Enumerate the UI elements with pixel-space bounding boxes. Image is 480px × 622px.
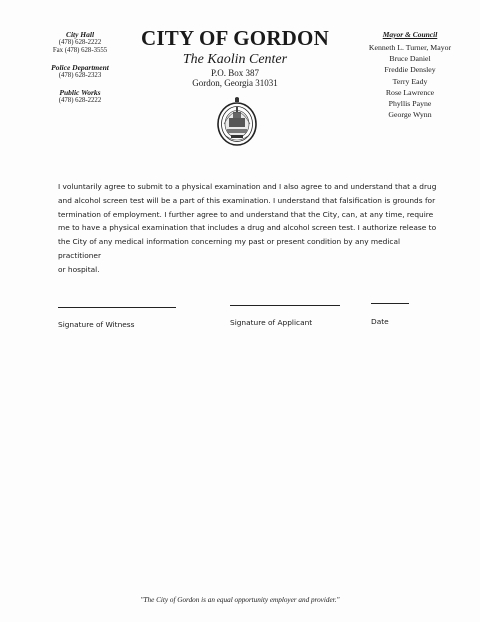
- council-list: [352, 30, 468, 120]
- paragraph-line: I voluntarily agree to submit to a physical examination and I also agree to and understand that a drug: [58, 182, 437, 191]
- city-subtitle: The Kaolin Center: [182, 52, 288, 67]
- council-member: Bruce Daniel: [389, 54, 431, 64]
- department-contacts: [30, 30, 130, 113]
- department-public-works: [30, 88, 130, 105]
- address-po-box: P.O. Box 387: [210, 68, 259, 78]
- council-member: Rose Lawrence: [385, 87, 435, 97]
- paragraph-line: the City of any medical information concerning my past or present condition by any medical practitioner: [58, 237, 401, 260]
- paragraph-line: termination of employment. I further agree to and understand that the City, can, at any time, require: [58, 209, 434, 219]
- date-line[interactable]: [371, 303, 409, 304]
- department-phone: (478) 628-2222: [58, 97, 102, 104]
- council-member: Phyllis Payne: [388, 99, 432, 109]
- council-member: George Wynn: [388, 110, 432, 120]
- department-city-hall: [30, 30, 130, 55]
- department-phone: (478) 628-2323: [58, 72, 102, 79]
- address-city-state: Gordon, Georgia 31031: [192, 78, 278, 88]
- letterhead-center: [130, 26, 340, 88]
- consent-paragraph: [58, 180, 438, 277]
- council-member: Freddie Densley: [384, 65, 436, 75]
- equal-opportunity-footer: "The City of Gordon is an equal opportunity employer and provider.": [140, 596, 340, 604]
- applicant-signature-label: Signature of Applicant: [230, 318, 313, 327]
- witness-signature-label: Signature of Witness: [58, 320, 135, 329]
- city-seal-icon: [216, 96, 258, 148]
- department-fax: Fax (478) 628-3555: [52, 47, 108, 54]
- council-heading: Mayor & Council: [382, 30, 438, 39]
- council-member: Kenneth L. Turner, Mayor: [368, 43, 452, 52]
- city-name: CITY OF GORDON: [141, 26, 329, 50]
- department-police: [30, 63, 130, 80]
- department-name: Public Works: [59, 88, 101, 97]
- department-name: Police Department: [51, 63, 109, 72]
- date-label: Date: [371, 317, 389, 326]
- paragraph-line: me to have a physical examination that includes a drug and alcohol screen test. I authorize release to: [58, 223, 437, 233]
- paragraph-line: and alcohol screen test will be a part of this examination. I understand that falsification is grounds for: [58, 195, 436, 205]
- applicant-signature-line[interactable]: [230, 305, 340, 306]
- department-name: City Hall: [65, 30, 95, 39]
- witness-signature-line[interactable]: [58, 307, 176, 308]
- council-member: Terry Eady: [392, 76, 428, 86]
- paragraph-line: or hospital.: [58, 264, 100, 274]
- department-phone: (478) 628-2222: [58, 39, 102, 46]
